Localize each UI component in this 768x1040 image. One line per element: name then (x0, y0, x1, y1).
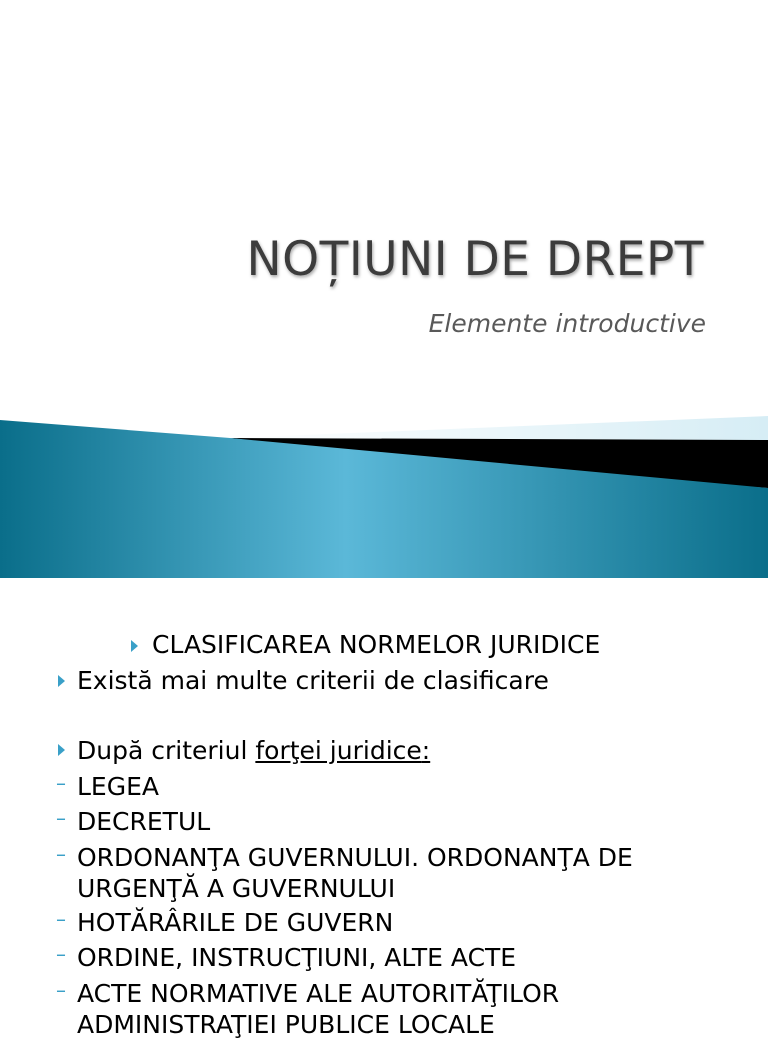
list-item: ORDONANŢA GUVERNULUI. ORDONANŢA DE (77, 843, 633, 872)
list-item: HOTĂRÂRILE DE GUVERN (77, 908, 394, 937)
dash-icon: – (56, 978, 66, 1002)
content-slide (0, 578, 768, 1039)
dash-icon: – (56, 842, 66, 866)
list-item: ACTE NORMATIVE ALE AUTORITĂŢILOR (77, 979, 560, 1008)
criterion-text (77, 736, 430, 766)
slide-subtitle: Elemente introductive (428, 309, 706, 338)
criterion-emphasis: forţei juridice (255, 736, 422, 765)
list-item-continuation: URGENŢĂ A GUVERNULUI (77, 874, 396, 903)
bullet-arrow-icon (58, 744, 65, 756)
list-item: LEGEA (77, 772, 159, 801)
list-item: ORDINE, INSTRUCŢIUNI, ALTE ACTE (77, 943, 517, 972)
list-item: DECRETUL (77, 807, 211, 836)
dash-icon: – (56, 907, 66, 931)
decorative-band (0, 410, 768, 578)
dash-icon: – (56, 942, 66, 966)
pale-stripe (230, 416, 768, 440)
slide-title: NOȚIUNI DE DREPT (246, 232, 704, 287)
bullet-arrow-icon (131, 640, 138, 652)
bullet-arrow-icon (58, 675, 65, 687)
criterion-prefix: După criteriul (77, 736, 256, 765)
dash-icon: – (56, 771, 66, 795)
list-item-continuation: ADMINISTRAŢIEI PUBLICE LOCALE (77, 1010, 495, 1039)
intro-text: Există mai multe criterii de clasificare (77, 666, 549, 695)
dash-icon: – (56, 806, 66, 830)
criterion-suffix: : (421, 736, 431, 765)
slide-heading: CLASIFICAREA NORMELOR JURIDICE (152, 630, 601, 659)
